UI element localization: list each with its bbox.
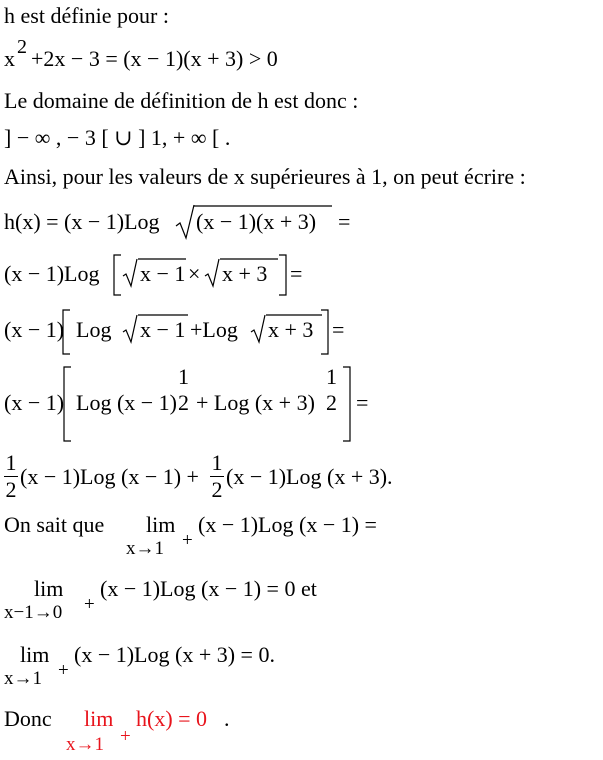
limit-subscript-red: x→1	[66, 734, 104, 755]
term-2: (x − 1)Log (x + 3).	[226, 464, 393, 489]
right-bracket	[320, 309, 330, 355]
domain-interval: ] − ∞ , − 3 [ ∪ ] 1, + ∞ [ .	[4, 125, 231, 150]
exponent-numerator: 1	[178, 364, 189, 389]
fraction-half	[4, 450, 18, 503]
lim-operator: lim	[20, 642, 50, 667]
equation-step-5	[4, 450, 424, 506]
radical-bar	[194, 205, 332, 207]
h-log-prefix: h(x) = (x − 1)Log	[4, 209, 160, 234]
sqrt-sign	[175, 204, 195, 240]
fraction-denominator-2: 2	[211, 477, 223, 502]
donc-word: Donc	[4, 706, 52, 731]
fraction-numerator-2: 1	[211, 450, 223, 475]
limit-expression: (x − 1)Log (x + 3) = 0.	[74, 642, 275, 667]
equation-step-3	[4, 314, 354, 358]
limit-subscript: x→1	[4, 668, 42, 689]
radical-bar	[220, 258, 278, 260]
limit-subscript: x−1→0	[4, 602, 63, 623]
sqrt-sign	[204, 258, 220, 288]
inequality-rest: +2x − 3 = (x − 1)(x + 3) > 0	[31, 46, 278, 71]
limit-statement-2	[4, 574, 404, 626]
fraction-denominator: 2	[5, 477, 17, 502]
radicand-2: x + 3	[268, 317, 314, 342]
times-sign: ×	[188, 261, 201, 286]
fraction-numerator: 1	[5, 450, 17, 475]
fraction-half-2	[210, 450, 224, 503]
radicand-1: x − 1	[140, 317, 186, 342]
right-limit-plus: +	[84, 594, 95, 615]
exponent-numerator-2: 1	[326, 364, 337, 389]
conclusion	[4, 704, 404, 758]
right-limit-plus: +	[58, 660, 69, 681]
limit-statement-3	[4, 640, 404, 692]
limit-expression: (x − 1)Log (x − 1) =	[198, 512, 377, 537]
left-bracket	[112, 254, 122, 296]
left-bracket	[62, 366, 72, 442]
domain-inequality	[4, 36, 324, 76]
equals-sign: =	[332, 317, 345, 342]
radicand: (x − 1)(x + 3)	[196, 209, 317, 234]
equation-step-4	[4, 364, 384, 444]
factor: (x − 1)	[4, 317, 65, 342]
radicand-2: x + 3	[222, 261, 268, 286]
log-term-1: Log (x − 1)	[76, 390, 177, 415]
log-1: Log	[76, 317, 112, 342]
log-prefix: (x − 1)Log	[4, 261, 100, 286]
domain-statement: Le domaine de définition de h est donc :	[4, 88, 359, 113]
sqrt-sign	[122, 258, 138, 288]
right-limit-plus-red: +	[120, 726, 131, 747]
limit-result-red: h(x) = 0	[136, 706, 208, 731]
sqrt-sign	[250, 314, 266, 344]
term-1: (x − 1)Log (x − 1) +	[20, 464, 199, 489]
equals-sign: =	[290, 261, 303, 286]
lim-operator: lim	[34, 576, 64, 601]
right-limit-plus: +	[182, 530, 193, 551]
equation-step-2	[4, 258, 324, 298]
equals-sign: =	[338, 209, 351, 234]
context-line: Ainsi, pour les valeurs de x supérieures à 1, on peut écrire :	[4, 164, 526, 189]
exponent-denominator-2: 2	[326, 390, 337, 415]
radical-bar	[266, 314, 322, 316]
left-bracket	[61, 309, 71, 355]
right-bracket	[278, 254, 288, 296]
lim-operator: lim	[146, 512, 176, 537]
intro-line: h est définie pour :	[4, 3, 169, 28]
limit-expression: (x − 1)Log (x − 1) = 0 et	[100, 576, 317, 601]
limit-statement-1	[4, 510, 404, 562]
right-bracket	[342, 366, 352, 442]
radicand-1: x − 1	[140, 261, 186, 286]
lim-operator-red: lim	[84, 706, 114, 731]
radical-bar	[138, 314, 188, 316]
equals-sign: =	[356, 390, 369, 415]
limit-subscript: x→1	[126, 538, 164, 559]
exponent-denominator: 2	[178, 390, 189, 415]
radical-bar	[138, 258, 186, 260]
x-variable: x	[4, 46, 15, 71]
final-period: .	[224, 706, 230, 731]
factor: (x − 1)	[4, 390, 65, 415]
equation-step-1	[4, 206, 364, 242]
log-term-2: + Log (x + 3)	[196, 390, 315, 415]
on-sait-que: On sait que	[4, 512, 105, 537]
plus-log: +Log	[190, 317, 238, 342]
exponent-2: 2	[17, 36, 27, 58]
sqrt-sign	[122, 314, 138, 344]
